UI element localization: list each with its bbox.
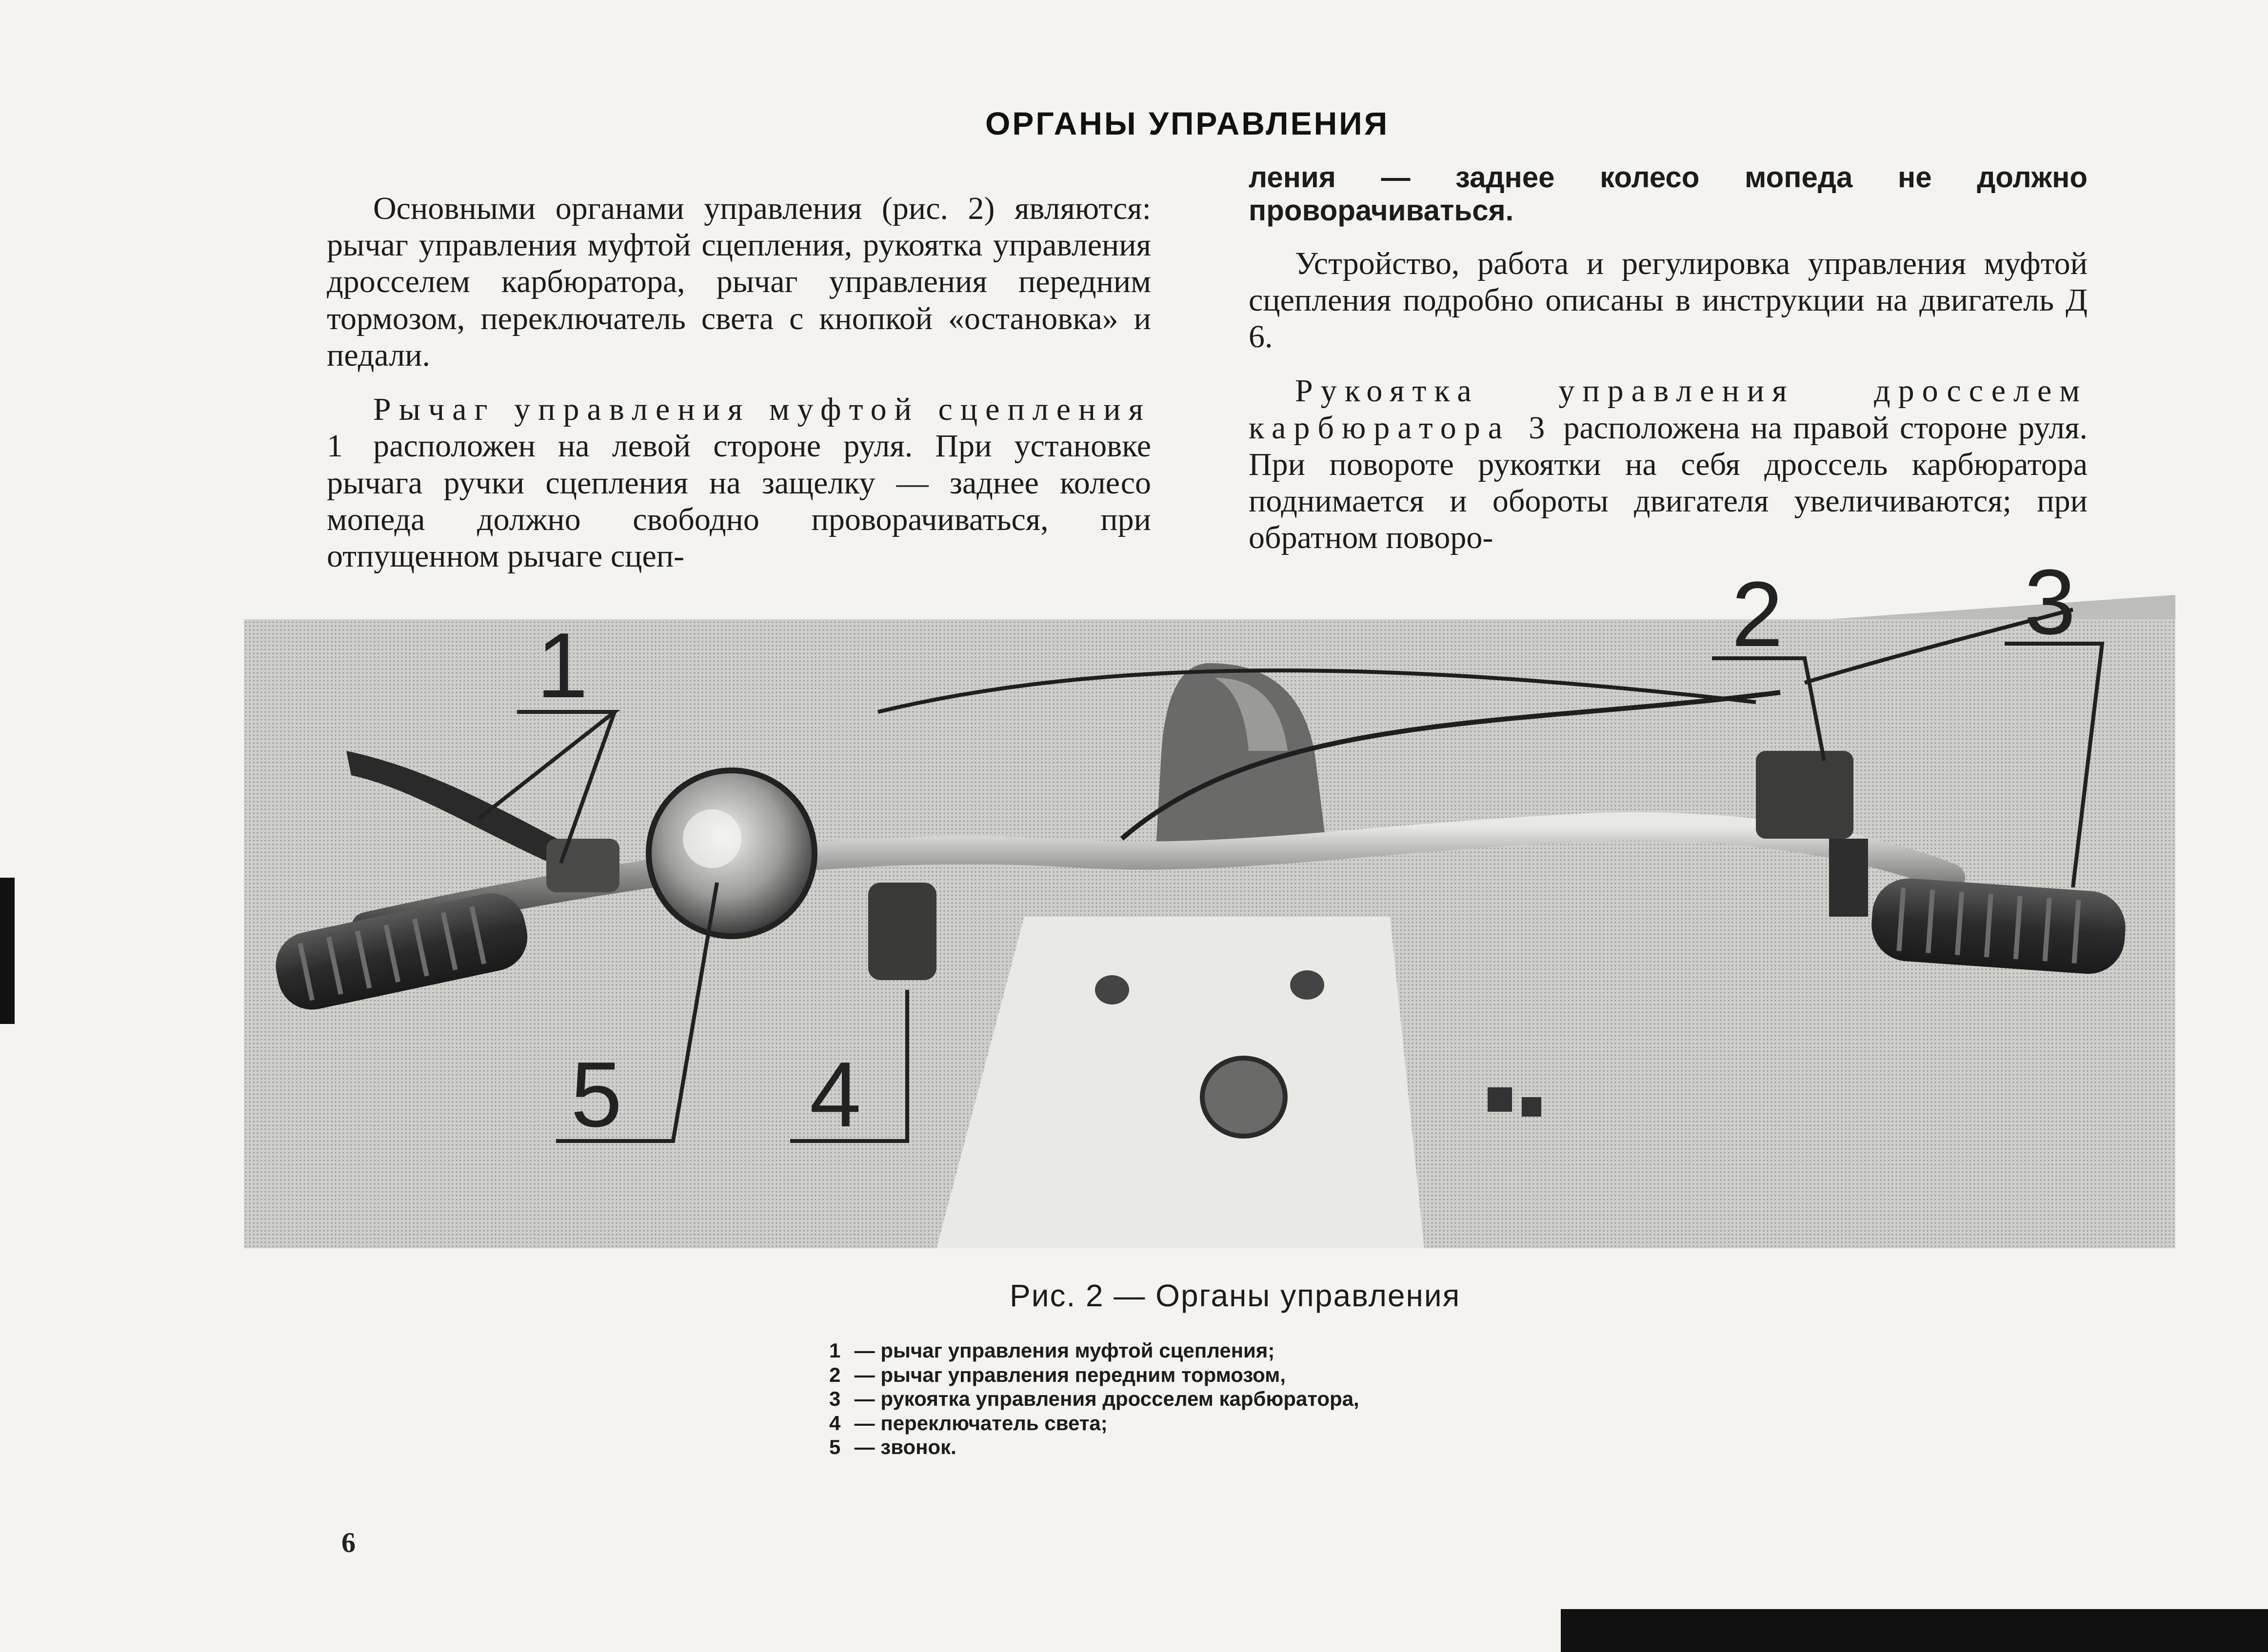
throttle-grip-term: Рукоятка управления дросселем карбюратора 3: [1249, 373, 2088, 446]
callout-1: 1: [537, 614, 588, 717]
right-paragraph-1: ления — заднее колесо мопеда не должно проворачиваться.: [1249, 161, 2088, 227]
right-text-column: [1249, 161, 2088, 574]
legend-item: 2 — рычаг управления передним тормозом,: [829, 1363, 1286, 1386]
callout-2: 2: [1731, 566, 1783, 666]
right-paragraph-2: Устройство, работа и регулировка управления муфтой сцепления подробно описаны в инструкции на двигатель Д 6.: [1249, 245, 2088, 355]
scan-edge-bottom: [1561, 1609, 2268, 1652]
legend-item: 1 — рычаг управления муфтой сцепления;: [829, 1339, 1275, 1362]
light-switch: [868, 883, 936, 980]
page-number: 6: [341, 1527, 356, 1558]
page-heading: ОРГАНЫ УПРАВЛЕНИЯ: [985, 105, 1390, 141]
left-paragraph-1: Основными органами управления (рис. 2) являются: рычаг управления муфтой сцепления, рукоятка управления дросселем карбюратора, рычаг управления передним тормозом, переключатель света с кнопкой «остановка» и педали.: [327, 191, 1151, 373]
callout-5: 5: [571, 1043, 622, 1146]
scan-edge-left: [0, 878, 15, 1024]
legend-item: 4 — переключатель света;: [829, 1411, 1108, 1435]
right-grip: [1869, 876, 2128, 976]
callout-4: 4: [810, 1043, 861, 1146]
left-paragraph-2-text: расположен на левой стороне руля. При установке рычага ручки сцепления на защелку — заднее колесо мопеда должно свободно проворачиваться, при отпущенном рычаге сцеп-: [327, 428, 1151, 574]
figure-legend: [829, 1338, 1359, 1459]
front-brake-lever-mount: [1756, 751, 1853, 839]
callout-3: 3: [2024, 566, 2076, 654]
clutch-lever-term: Рычаг управления муфтой сцепления 1: [327, 392, 1151, 464]
legend-item: 3 — рукоятка управления дросселем карбюратора,: [829, 1387, 1359, 1411]
handlebar-photo: [244, 566, 2175, 1248]
handlebar-figure: [244, 566, 2175, 1248]
legend-item: 5 — звонок.: [829, 1436, 956, 1459]
left-text-column: [327, 190, 1151, 592]
right-paragraph-3-text: расположена на правой стороне руля. При повороте рукоятки на себя дроссель карбюратора поднимается и обороты двигателя увеличиваются; при обратном поворо-: [1249, 410, 2088, 556]
figure-caption: Рис. 2 — Органы управления: [1010, 1278, 1461, 1313]
right-paragraph-3: [1249, 373, 2088, 556]
left-paragraph-2: [327, 391, 1151, 574]
